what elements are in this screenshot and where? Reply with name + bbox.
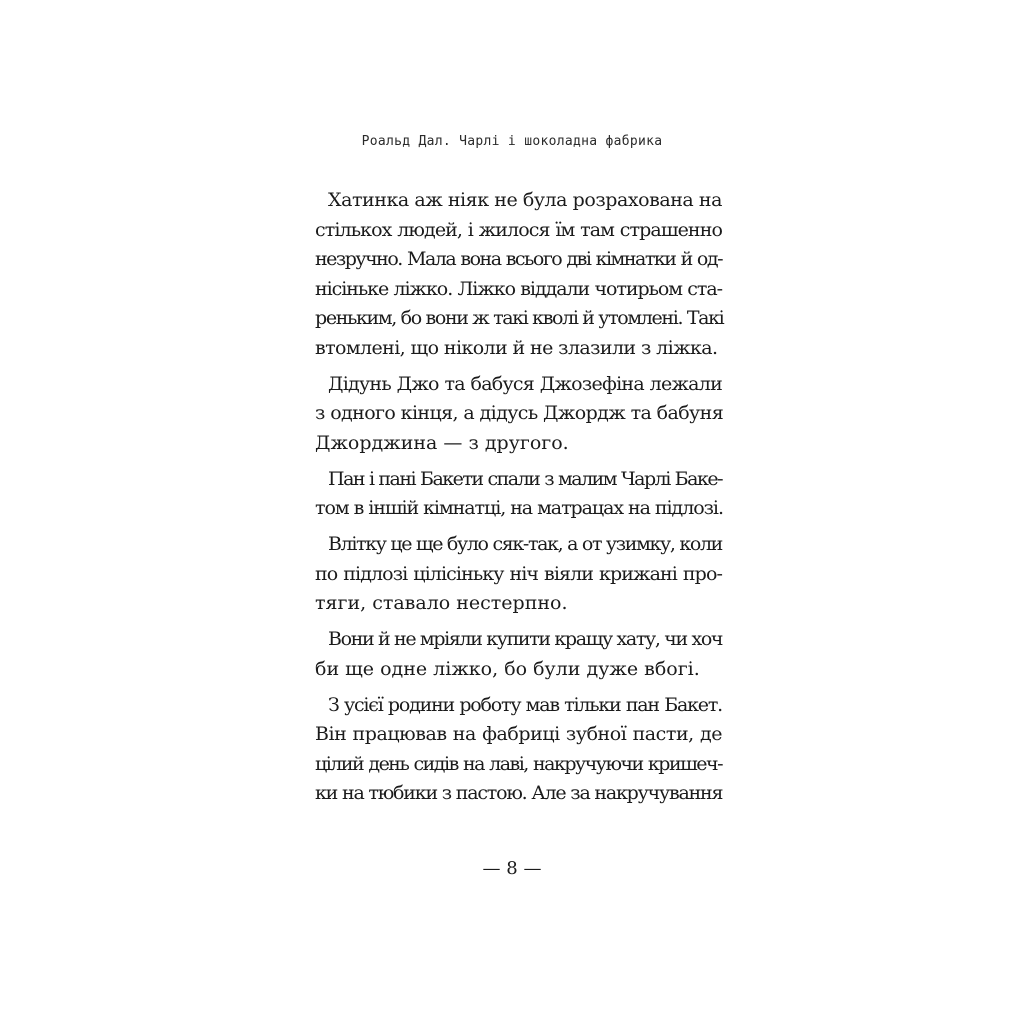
paragraph xyxy=(315,691,722,809)
text-line: Вони й не мріяли купити кращу хату, чи хоч xyxy=(328,628,723,650)
text-line: Дідунь Джо та бабуся Джозефіна лежали xyxy=(328,372,722,395)
text-line: Влітку це ще було сяк-так, а от узимку, коли xyxy=(328,533,722,555)
text-line: би ще одне ліжко, бо були дуже вбогі. xyxy=(315,657,700,680)
text-line: по підлозі цілісіньку ніч віяли крижані про- xyxy=(315,562,722,585)
paragraph xyxy=(315,625,722,684)
text-line: том в іншій кімнатці, на матрацах на підлозі. xyxy=(315,497,723,519)
text-line: незручно. Мала вона всього дві кімнатки й од- xyxy=(315,248,722,270)
paragraph xyxy=(315,370,722,459)
paragraph xyxy=(315,465,722,524)
text-line: втомлені, що ніколи й не злазили з ліжка. xyxy=(315,336,718,359)
paragraph xyxy=(315,530,722,619)
text-line: стількох людей, і жилося їм там страшенно xyxy=(315,218,722,241)
page-number: — 8 — xyxy=(482,858,542,879)
text-line: цілий день сидів на лаві, накручуючи кришеч- xyxy=(315,752,722,775)
text-line: Хатинка аж ніяк не була розрахована на xyxy=(328,189,722,211)
running-header: Роальд Дал. Чарлі і шоколадна фабрика xyxy=(361,134,663,149)
text-line: Пан і пані Бакети спали з малим Чарлі Бакe- xyxy=(328,467,722,490)
text-line: ки на тюбики з пастою. Але за накручування xyxy=(315,782,723,804)
text-line: Він працював на фабриці зубної пасти, де xyxy=(315,723,722,745)
text-line: З усієї родини роботу мав тільки пан Бакет. xyxy=(328,693,722,716)
text-line: нісіньке ліжко. Ліжко віддали чотирьом ста- xyxy=(315,277,722,300)
paragraph xyxy=(315,186,722,363)
text-line: Джорджина — з другого. xyxy=(315,431,569,454)
body-text xyxy=(315,186,722,815)
text-line: тяги, ставало нестерпно. xyxy=(315,592,568,614)
text-line: з одного кінця, а дідусь Джордж та бабуня xyxy=(315,402,724,424)
text-line: реньким, бо вони ж такі кволі й утомлені. Такі xyxy=(315,307,724,329)
